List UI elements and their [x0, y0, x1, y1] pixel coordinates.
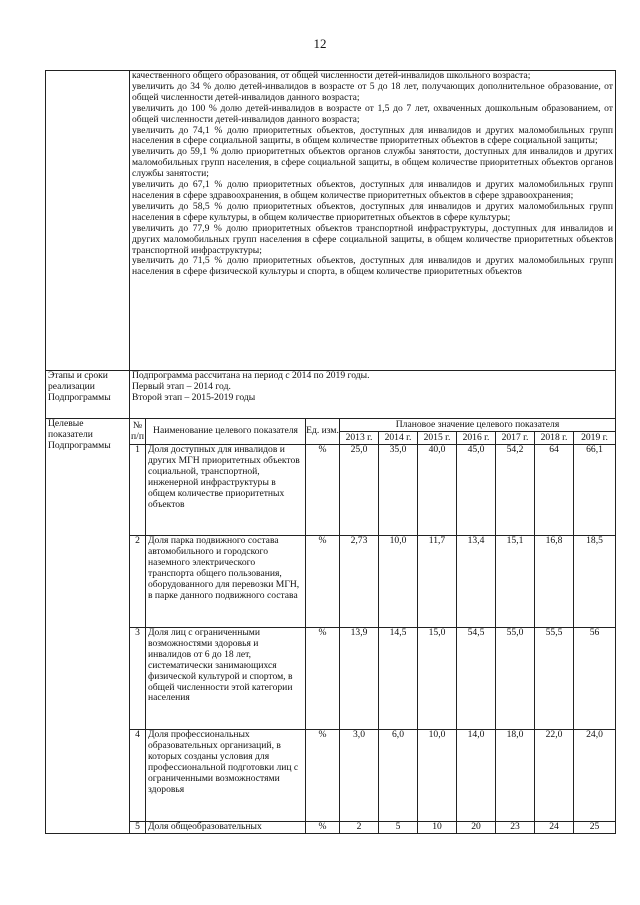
- value-2018: 16,8: [535, 536, 574, 628]
- header-year: 2019 г.: [574, 432, 616, 445]
- stage-line: Подпрограмма рассчитана на период с 2014 по 2019 годы.: [132, 370, 370, 381]
- header-year: 2017 г.: [496, 432, 535, 445]
- indicator-name: Доля профессиональных образовательных организаций, в которых созданы условия для профессиональной подготовки лиц с ограниченными возможностями здоровья: [146, 730, 306, 822]
- value-2015: 15,0: [418, 628, 457, 730]
- table-row: [46, 730, 616, 822]
- value-2019: 18,5: [574, 536, 616, 628]
- value-2013: 2,73: [340, 536, 379, 628]
- value-2017: 55,0: [496, 628, 535, 730]
- row-unit: %: [306, 628, 340, 730]
- header-year: 2015 г.: [418, 432, 457, 445]
- value-2019: 66,1: [574, 445, 616, 536]
- value-2018: 64: [535, 445, 574, 536]
- value-2013: 25,0: [340, 445, 379, 536]
- row-number: 5: [130, 822, 146, 834]
- program-passport-table: [45, 70, 616, 419]
- header-name: Наименование целевого показателя: [146, 419, 306, 445]
- goal-paragraph: увеличить до 58,5 % долю приоритетных объектов, доступных для инвалидов и других маломобильных групп населения в сфере культуры, в общем количестве приоритетных объектов в сфере культуры;: [132, 200, 613, 223]
- value-2016: 45,0: [457, 445, 496, 536]
- value-2017: 23: [496, 822, 535, 834]
- goal-paragraph: увеличить до 71,5 % долю приоритетных объектов, доступных для инвалидов и других маломобильных групп населения в сфере физической культуры и спорта, в общем количестве приоритетных объектов: [132, 255, 613, 278]
- goal-paragraph: увеличить до 34 % долю детей-инвалидов в возрасте от 5 до 18 лет, получающих дополнительное образование, от общей численности детей-инвалидов данного возраста;: [132, 80, 613, 103]
- header-num: № п/п: [130, 419, 146, 445]
- stages-text: [130, 371, 616, 419]
- value-2018: 22,0: [535, 730, 574, 822]
- goal-paragraph: увеличить до 74,1 % долю приоритетных объектов, доступных для инвалидов и других маломобильных групп населения в сфере социальной защиты, в общем количестве приоритетных объектов в сфере социальной защиты;: [132, 124, 613, 147]
- value-2016: 20: [457, 822, 496, 834]
- indicator-name: Доля общеобразовательных: [146, 822, 306, 834]
- value-2014: 14,5: [379, 628, 418, 730]
- value-2017: 15,1: [496, 536, 535, 628]
- header-year: 2014 г.: [379, 432, 418, 445]
- row-number: 3: [130, 628, 146, 730]
- value-2018: 24: [535, 822, 574, 834]
- row-number: 2: [130, 536, 146, 628]
- header-year: 2016 г.: [457, 432, 496, 445]
- value-2013: 2: [340, 822, 379, 834]
- target-indicators-table: [45, 418, 616, 834]
- table-row: [46, 445, 616, 536]
- goals-text-cell: [130, 71, 616, 371]
- value-2015: 11,7: [418, 536, 457, 628]
- goal-paragraph: увеличить до 100 % долю детей-инвалидов в возрасте от 1,5 до 7 лет, охваченных дошкольным образованием, от общей численности детей-инвалидов данного возраста;: [132, 102, 613, 125]
- value-2016: 13,4: [457, 536, 496, 628]
- goal-paragraph: увеличить до 59,1 % долю приоритетных объектов органов службы занятости, доступных для инвалидов и других маломобильных групп населения, в сфере социальной защиты, в общем количестве приоритетных объектов органов службы занятости;: [132, 146, 613, 180]
- stages-label: Этапы и сроки реализации Подпрограммы: [46, 371, 130, 419]
- value-2013: 3,0: [340, 730, 379, 822]
- row-number: 1: [130, 445, 146, 536]
- row-unit: %: [306, 822, 340, 834]
- indicator-name: Доля лиц с ограниченными возможностями здоровья и инвалидов от 6 до 18 лет, систематически занимающихся физической культурой и спортом, в общей численности этой категории населения: [146, 628, 306, 730]
- value-2018: 55,5: [535, 628, 574, 730]
- goal-paragraph: увеличить до 67,1 % долю приоритетных объектов, доступных для инвалидов и других маломобильных групп населения в сфере здравоохранения, в общем количестве приоритетных объектов в сфере здравоохранения;: [132, 179, 613, 201]
- value-2016: 14,0: [457, 730, 496, 822]
- stage-line: Второй этап – 2015-2019 годы: [132, 391, 256, 403]
- row-number: 4: [130, 730, 146, 822]
- row-unit: %: [306, 730, 340, 822]
- header-plan: Плановое значение целевого показателя: [340, 419, 616, 432]
- value-2017: 18,0: [496, 730, 535, 822]
- value-2014: 35,0: [379, 445, 418, 536]
- value-2015: 10,0: [418, 730, 457, 822]
- header-year: 2013 г.: [340, 432, 379, 445]
- table-row: [46, 628, 616, 730]
- value-2014: 5: [379, 822, 418, 834]
- value-2014: 6,0: [379, 730, 418, 822]
- value-2014: 10,0: [379, 536, 418, 628]
- row-unit: %: [306, 445, 340, 536]
- value-2015: 40,0: [418, 445, 457, 536]
- value-2013: 13,9: [340, 628, 379, 730]
- indicator-name: Доля парка подвижного состава автомобильного и городского наземного электрического транспорта общего пользования, оборудованного для перевозки МГН, в парке данного подвижного состава: [146, 536, 306, 628]
- value-2019: 25: [574, 822, 616, 834]
- header-unit: Ед. изм.: [306, 419, 340, 445]
- goal-paragraph: увеличить до 77,9 % долю приоритетных объектов транспортной инфраструктуры, доступных для инвалидов и других маломобильных групп населения в сфере социальной защиты, в общем количестве приоритетных объектов транспортной инфраструктуры;: [132, 222, 613, 256]
- value-2019: 56: [574, 628, 616, 730]
- header-year: 2018 г.: [535, 432, 574, 445]
- table-row: [46, 536, 616, 628]
- indicator-name: Доля доступных для инвалидов и других МГН приоритетных объектов социальной, транспортной, инженерной инфраструктуры в общем количестве приоритетных объектов: [146, 445, 306, 536]
- row-unit: %: [306, 536, 340, 628]
- value-2015: 10: [418, 822, 457, 834]
- value-2016: 54,5: [457, 628, 496, 730]
- stage-line: Первый этап – 2014 год.: [132, 380, 231, 392]
- page-number: 12: [313, 36, 327, 51]
- goals-label-cell: [46, 71, 130, 371]
- indicators-label: Целевые показатели Подпрограммы: [46, 419, 130, 834]
- value-2017: 54,2: [496, 445, 535, 536]
- goal-paragraph: качественного общего образования, от общей численности детей-инвалидов школьного возраста;: [132, 70, 531, 81]
- table-row: [46, 822, 616, 834]
- value-2019: 24,0: [574, 730, 616, 822]
